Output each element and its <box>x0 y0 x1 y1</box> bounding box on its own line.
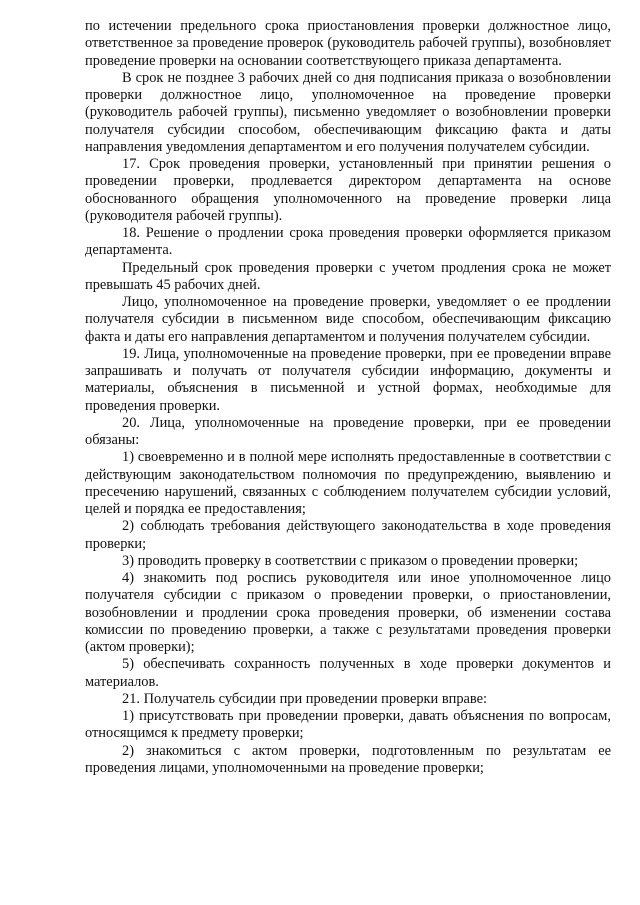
paragraph-continuation: по истечении предельного срока приостановления проверки должностное лицо, ответственное за проведение проверок (руководитель рабочей группы), возобновляет проведение проверки на основании соответствующего приказа департамента. <box>85 18 611 69</box>
paragraph-17: 17. Срок проведения проверки, установленный при принятии решения о проведении проверки, продлевается директором департамента на основе обоснованного обращения уполномоченного на проведение проверки лица (руководителя рабочей группы). <box>85 156 611 224</box>
list-item-20-1: 1) своевременно и в полной мере исполнять предоставленные в соответствии с действующим законодательством полномочия по предупреждению, выявлению и пресечению нарушений, связанных с соблюдением получателем субсидии условий, целей и порядка ее предоставления; <box>85 449 611 517</box>
document-page <box>85 18 611 777</box>
list-item-20-5: 5) обеспечивать сохранность полученных в ходе проверки документов и материалов. <box>85 656 611 690</box>
list-item-20-2: 2) соблюдать требования действующего законодательства в ходе проведения проверки; <box>85 518 611 552</box>
paragraph-19: 19. Лица, уполномоченные на проведение проверки, при ее проведении вправе запрашивать и получать от получателя субсидии информацию, документы и материалы, объяснения в письменной и устной формах, необходимые для проведения проверки. <box>85 345 611 414</box>
paragraph-21: 21. Получатель субсидии при проведении проверки вправе: <box>122 690 488 707</box>
list-item-21-1: 1) присутствовать при проведении проверки, давать объяснения по вопросам, относящимся к предмету проверки; <box>85 708 611 742</box>
list-item-21-2: 2) знакомиться с актом проверки, подготовленным по результатам ее проведения лицами, уполномоченными на проведение проверки; <box>85 742 611 776</box>
list-item-20-3: 3) проводить проверку в соответствии с приказом о проведении проверки; <box>122 552 579 569</box>
list-item-20-4: 4) знакомить под роспись руководителя или иное уполномоченное лицо получателя субсидии с приказом о проведении проверки, о приостановлении, возобновлении и продлении срока проведения проверки, об изменении состава комиссии по проведению проверки, а также с результатами проведения проверки (актом проверки); <box>85 570 611 655</box>
paragraph-18: 18. Решение о продлении срока проведения проверки оформляется приказом департамента. <box>85 225 611 259</box>
paragraph-20: 20. Лица, уполномоченные на проведение проверки, при ее проведении обязаны: <box>85 414 611 448</box>
paragraph-max-term: Предельный срок проведения проверки с учетом продления срока не может превышать 45 рабочих дней. <box>85 259 611 293</box>
paragraph-resumption-notice: В срок не позднее 3 рабочих дней со дня подписания приказа о возобновлении проверки должностное лицо, уполномоченное на проведение проверки (руководитель рабочей группы), письменно уведомляет о возобновлении проверки получателя субсидии способом, обеспечивающим фиксацию факта и даты направления уведомления департаментом и его получения получателем субсидии. <box>85 69 611 155</box>
paragraph-extension-notice: Лицо, уполномоченное на проведение проверки, уведомляет о ее продлении получателя субсидии в письменном виде способом, обеспечивающим фиксацию факта и даты его направления департаментом и получения получателем субсидии. <box>85 294 611 345</box>
